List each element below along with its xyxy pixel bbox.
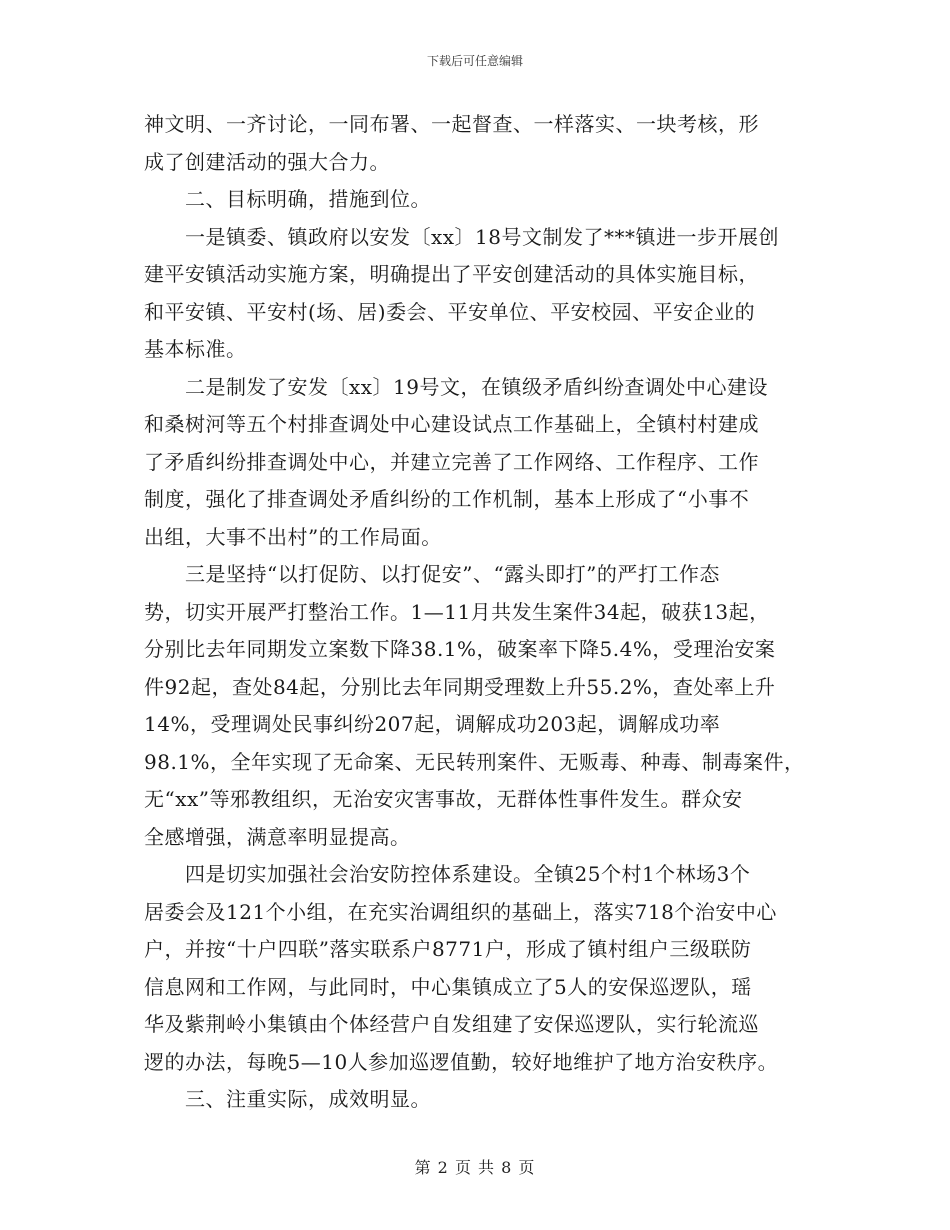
text-line: 件92起，查处84起，分别比去年同期受理数上升55.2%，查处率上升 bbox=[144, 674, 776, 699]
document-body bbox=[144, 106, 816, 1119]
text-line: 四是切实加强社会治安防控体系建设。全镇25个村1个林场3个 bbox=[144, 862, 751, 886]
text-line: 和桑树河等五个村排查调处中心建设试点工作基础上，全镇村村建成 bbox=[144, 412, 759, 436]
text-line: 无“xx”等邪教组织，无治安灾害事故，无群体性事件发生。群众安 bbox=[144, 787, 743, 811]
text-line: 基本标准。 bbox=[144, 337, 247, 361]
text-line: 华及紫荆岭小集镇由个体经营户自发组建了安保巡逻队，实行轮流巡 bbox=[144, 1012, 759, 1036]
page-header-note: 下载后可任意编辑 bbox=[426, 54, 523, 68]
text-line: 和平安镇、平安村(场、居)委会、平安单位、平安校园、平安企业的 bbox=[144, 299, 756, 324]
text-line: 98.1%，全年实现了无命案、无民转刑案件、无贩毒、种毒、制毒案件， bbox=[144, 749, 805, 774]
text-line: 成了创建活动的强大合力。 bbox=[144, 149, 390, 174]
text-line: 了矛盾纠纷排查调处中心，并建立完善了工作网络、工作程序、工作 bbox=[144, 449, 759, 474]
text-line: 势，切实开展严打整治工作。1—11月共发生案件34起，破获13起， bbox=[144, 599, 770, 624]
text-line: 居委会及121个小组，在充实治调组织的基础上，落实718个治安中心 bbox=[144, 899, 777, 924]
text-line: 三、注重实际，成效明显。 bbox=[144, 1087, 431, 1111]
text-line: 分别比去年同期发立案数下降38.1%，破案率下降5.4%，受理治安案 bbox=[144, 637, 776, 661]
text-line: 14%，受理调处民事纠纷207起，调解成功203起，调解成功率 bbox=[144, 712, 721, 736]
text-line: 一是镇委、镇政府以安发〔xx〕18号文制发了***镇进一步开展创 bbox=[144, 224, 780, 249]
text-line: 神文明、一齐讨论，一同布署、一起督查、一样落实、一块考核，形 bbox=[144, 112, 759, 136]
text-line: 制度，强化了排查调处矛盾纠纷的工作机制，基本上形成了“小事不 bbox=[144, 487, 750, 511]
text-line: 出组，大事不出村”的工作局面。 bbox=[144, 524, 442, 549]
text-line: 户，并按“十户四联”落实联系户8771户，形成了镇村组户三级联防 bbox=[144, 937, 752, 961]
page-number-footer: 第 2 页 共 8 页 bbox=[414, 1158, 536, 1177]
text-line: 二是制发了安发〔xx〕19号文，在镇级矛盾纠纷查调处中心建设 bbox=[144, 374, 769, 399]
text-line: 二、目标明确，措施到位。 bbox=[144, 187, 431, 211]
text-line: 逻的办法，每晚5—10人参加巡逻值勤，较好地维护了地方治安秩序。 bbox=[144, 1049, 779, 1074]
text-line: 全感增强，满意率明显提高。 bbox=[144, 824, 411, 849]
text-line: 三是坚持“以打促防、以打促安”、“露头即打”的严打工作态 bbox=[144, 562, 720, 586]
text-line: 信息网和工作网，与此同时，中心集镇成立了5人的安保巡逻队，瑶 bbox=[144, 974, 752, 999]
text-line: 建平安镇活动实施方案，明确提出了平安创建活动的具体实施目标， bbox=[144, 262, 759, 286]
